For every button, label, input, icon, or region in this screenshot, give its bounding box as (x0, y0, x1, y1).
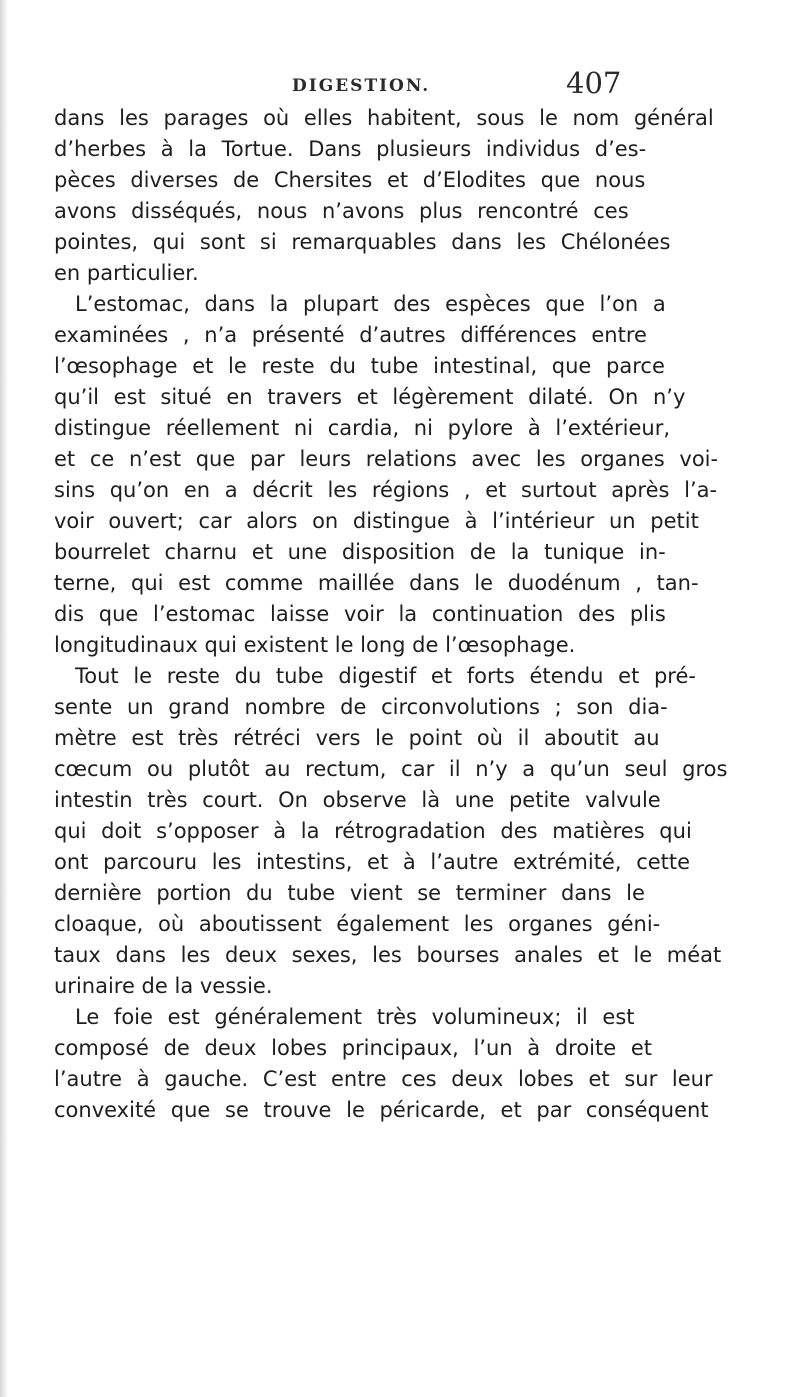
text-line: et ce n’est que par leurs relations avec les organes voi- (54, 447, 719, 471)
text-line: sente un grand nombre de circonvolutions ; son dia- (54, 695, 668, 719)
text-line: examinées , n’a présenté d’autres différences entre (54, 323, 647, 347)
text-line: dis que l’estomac laisse voir la continuation des plis (54, 602, 666, 626)
text-line: terne, qui est comme maillée dans le duodénum , tan- (54, 571, 699, 595)
text-line: intestin très court. On observe là une petite valvule (54, 788, 661, 812)
text-line: d’herbes à la Tortue. Dans plusieurs individus d’es- (54, 137, 647, 161)
text-line: cœcum ou plutôt au rectum, car il n’y a qu’un seul gros (54, 757, 728, 781)
text-line: l’autre à gauche. C’est entre ces deux lobes et sur leur (54, 1067, 713, 1091)
text-line: mètre est très rétréci vers le point où il aboutit au (54, 726, 660, 750)
text-line: Le foie est généralement très volumineux; il est (75, 1005, 635, 1029)
text-line: dernière portion du tube vient se terminer dans le (54, 881, 645, 905)
text-line: convexité que se trouve le péricarde, et par conséquent (54, 1098, 709, 1122)
text-line: en particulier. (54, 261, 199, 285)
text-line: longitudinaux qui existent le long de l’œsophage. (54, 633, 576, 657)
text-line: bourrelet charnu et une disposition de la tunique in- (54, 540, 666, 564)
text-line: sins qu’on en a décrit les régions , et surtout après l’a- (54, 478, 718, 502)
text-line: cloaque, où aboutissent également les organes géni- (54, 912, 661, 936)
page-edge-shadow (0, 0, 8, 1397)
running-head: DIGESTION. (292, 76, 431, 96)
text-line: urinaire de la vessie. (54, 974, 273, 998)
text-line: pointes, qui sont si remarquables dans les Chélonées (54, 230, 671, 254)
text-line: avons disséqués, nous n’avons plus rencontré ces (54, 199, 629, 223)
page-number: 407 (566, 66, 622, 100)
text-line: qui doit s’opposer à la rétrogradation des matières qui (54, 819, 692, 843)
text-line: Tout le reste du tube digestif et forts étendu et pré- (75, 664, 696, 688)
text-line: pèces diverses de Chersites et d’Elodites que nous (54, 168, 646, 192)
text-line: voir ouvert; car alors on distingue à l’intérieur un petit (54, 509, 699, 533)
text-line: l’œsophage et le reste du tube intestinal, que parce (54, 354, 665, 378)
text-line: dans les parages où elles habitent, sous le nom général (54, 106, 714, 130)
text-line: composé de deux lobes principaux, l’un à droite et (54, 1036, 652, 1060)
page-header (0, 66, 800, 106)
text-line: ont parcouru les intestins, et à l’autre extrémité, cette (54, 850, 691, 874)
text-line: distingue réellement ni cardia, ni pylore à l’extérieur, (54, 416, 671, 440)
text-line: qu’il est situé en travers et légèrement dilaté. On n’y (54, 385, 686, 409)
text-line: taux dans les deux sexes, les bourses anales et le méat (54, 943, 722, 967)
text-line: L’estomac, dans la plupart des espèces que l’on a (75, 292, 666, 316)
